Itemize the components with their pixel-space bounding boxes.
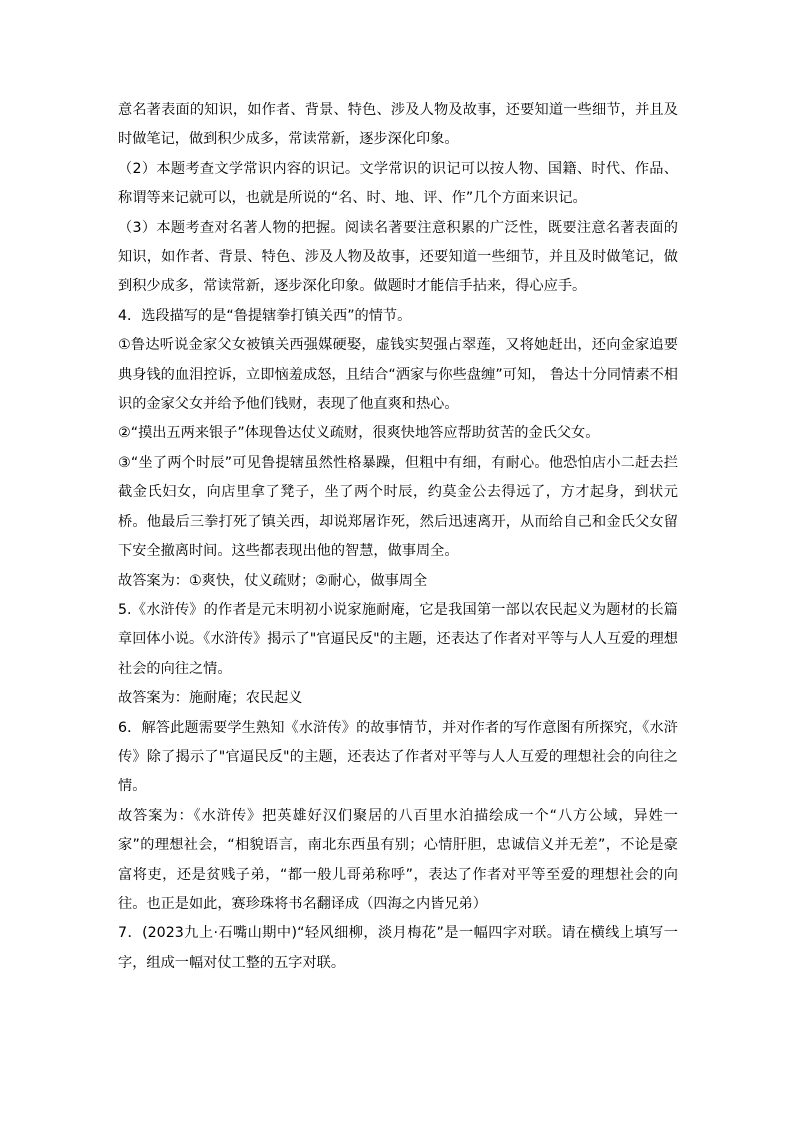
paragraph-question-4: 4．选段描写的是“鲁提辖拳打镇关西”的情节。 bbox=[118, 307, 412, 324]
paragraph-point-1: ①鲁达听说金家父女被镇关西强媒硬娶，虚钱实契强占翠莲，又将她赶出，还向金家追要典身钱的血泪控诉，立即恼羞成怒，且结合“洒家与你些盘缠”可知， 鲁达十分同情素不相识的金家父女并给予他们钱财，表现了他直爽和热心。 bbox=[118, 337, 678, 413]
paragraph-question-6: 6．解答此题需要学生熟知《水浒传》的故事情节，并对作者的写作意图有所探究，《水浒传》除了揭示了"官逼民反"的主题，还表达了作者对平等与人人互爱的理想社会的向往之情。 bbox=[118, 719, 678, 795]
paragraph-item-2: （2）本题考查文学常识内容的识记。文学常识的识记可以按人物、国籍、时代、作品、称谓等来记就可以，也就是所说的“名、时、地、评、作”几个方面来识记。 bbox=[118, 160, 678, 207]
paragraph-continuation: 意名著表面的知识，如作者、背景、特色、涉及人物及故事，还要知道一些细节，并且及时做笔记，做到积少成多，常读常新，逐步深化印象。 bbox=[118, 102, 678, 148]
document-body bbox=[118, 96, 678, 978]
paragraph-point-3: ③“坐了两个时辰”可见鲁提辖虽然性格暴躁，但粗中有细，有耐心。他恐怕店小二赶去拦截金氏妇女，向店里拿了凳子，坐了两个时辰，约莫金公去得远了，方才起身，到状元桥。他最后三拳打死了镇关西，却说郑屠诈死，然后迅速离开，从而给自己和金氏父女留下安全撤离时间。这些都表现出他的智慧，做事周全。 bbox=[118, 454, 678, 560]
paragraph-question-5: 5.《水浒传》的作者是元末明初小说家施耐庵，它是我国第一部以农民起义为题材的长篇章回体小说。《水浒传》揭示了"官逼民反"的主题，还表达了作者对平等与人人互爱的理想社会的向往之情。 bbox=[118, 601, 678, 677]
paragraph-question-7: 7．(2023九上·石嘴山期中)“轻风细柳，淡月梅花”是一幅四字对联。请在横线上填写一字，组成一幅对仗工整的五字对联。 bbox=[118, 925, 678, 971]
answer-6: 故答案为：《水浒传》把英雄好汉们聚居的八百里水泊描绘成一个“八方公域，异姓一家”的理想社会，“相貌语言，南北东西虽有别；心情肝胆，忠诚信义并无差”，不论是豪富将吏，还是贫贱子弟，“都一般儿哥弟称呼”，表达了作者对平等至爱的理想社会的向往。也正是如此，赛珍珠将书名翻译成（四海之内皆兄弟） bbox=[118, 807, 678, 912]
answer-5: 故答案为：施耐庵；农民起义 bbox=[118, 690, 303, 707]
paragraph-item-3: （3）本题考查对名著人物的把握。阅读名著要注意积累的广泛性，既要注意名著表面的知识，如作者、背景、特色、涉及人物及故事，还要知道一些细节，并且及时做笔记，做到积少成多，常读常新，逐步深化印象。做题时才能信手拈来，得心应手。 bbox=[118, 219, 678, 295]
answer-4: 故答案为：①爽快，仗义疏财；②耐心，做事周全 bbox=[118, 572, 428, 589]
paragraph-point-2: ②“摸出五两来银子”体现鲁达仗义疏财，很爽快地答应帮助贫苦的金氏父女。 bbox=[118, 425, 600, 442]
